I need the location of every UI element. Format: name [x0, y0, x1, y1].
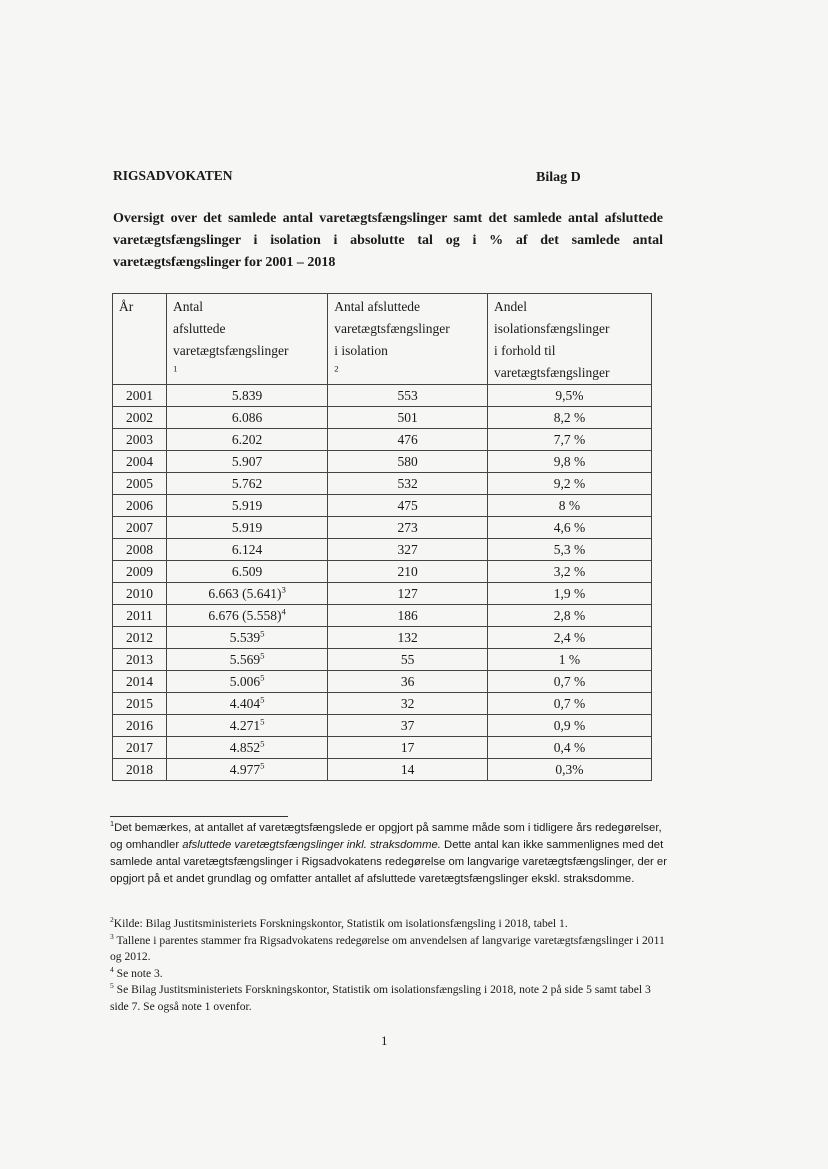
cell-isolation: 580 — [328, 451, 488, 473]
cell-total: 6.202 — [167, 429, 328, 451]
cell-isolation: 475 — [328, 495, 488, 517]
table-header-row — [113, 294, 652, 385]
cell-isolation: 37 — [328, 715, 488, 737]
appendix-label: Bilag D — [536, 170, 581, 185]
cell-total: 4.852$^5$ — [167, 737, 328, 759]
table-row — [113, 517, 652, 539]
cell-isolation: 14 — [328, 759, 488, 781]
table-caption: Oversigt over det samlede antal varetægtsfængslinger samt det samlede antal afsluttede varetægtsfængslinger i isolation i absolutte tal og i % af det samlede antal varetægtsfængslinger for 2001 – 2018 — [113, 211, 663, 270]
footnote-2: $^2$Kilde: Bilag Justitsministeriets Forskningskontor, Statistik om isolationsfængsling i 2018, tabel 1. — [110, 915, 568, 930]
table-row — [113, 759, 652, 781]
cell-total: 6.663 $(5.641)^3$ — [167, 583, 328, 605]
table-row — [113, 429, 652, 451]
cell-isolation: 532 — [328, 473, 488, 495]
cell-year: 2015 — [113, 693, 167, 715]
cell-year: 2011 — [113, 605, 167, 627]
cell-year: 2014 — [113, 671, 167, 693]
cell-isolation: 501 — [328, 407, 488, 429]
cell-total: 6.676 $(5.558)^4$ — [167, 605, 328, 627]
footnote-ref: 5 — [260, 694, 265, 705]
footnote-ref: 5 — [260, 716, 265, 727]
table-row — [113, 715, 652, 737]
cell-total: 5.919 — [167, 517, 328, 539]
table-row — [113, 671, 652, 693]
cell-total: 5.569$^5$ — [167, 649, 328, 671]
cell-year: 2002 — [113, 407, 167, 429]
footnote-ref: 5 — [260, 672, 265, 683]
cell-share: 9,8 % — [487, 451, 651, 473]
cell-isolation: 55 — [328, 649, 488, 671]
cell-share: 8,2 % — [487, 407, 651, 429]
footnote-4: $^4$ Se note 3. — [110, 964, 163, 980]
footnote-divider — [110, 816, 288, 817]
cell-total: 6.124 — [167, 539, 328, 561]
table-row — [113, 737, 652, 759]
cell-share: 0,4 % — [487, 737, 651, 759]
cell-year: 2008 — [113, 539, 167, 561]
cell-isolation: 327 — [328, 539, 488, 561]
cell-isolation: 127 — [328, 583, 488, 605]
cell-isolation: 273 — [328, 517, 488, 539]
cell-year: 2001 — [113, 385, 167, 407]
table-body — [113, 385, 652, 781]
footnote-3: $^3$ Tallene i parentes stammer fra Rigsadvokatens redegørelse om anvendelsen af langvarige varetægtsfængslinger i 2011 og 2012. — [110, 931, 665, 963]
cell-share: 9,2 % — [487, 473, 651, 495]
cell-isolation: 553 — [328, 385, 488, 407]
cell-share: 1 % — [487, 649, 651, 671]
cell-year: 2005 — [113, 473, 167, 495]
footnote-ref: 2 — [334, 363, 339, 374]
cell-total: 5.539$^5$ — [167, 627, 328, 649]
header-isolation-count: Antal afsluttede varetægtsfængslinger i isolation $^2$ — [328, 294, 488, 385]
cell-share: 0,3% — [487, 759, 651, 781]
footnote-1: $^1$Det bemærkes, at antallet af varetægtsfængslede er opgjort på samme måde som i tidligere års redegørelser, og omhandler afsluttede varetægtsfængslinger inkl. straksdomme. Dette antal kan ikke sammenlignes med det samlede antal varetægtsfængslinger i Rigsadvokatens redegørelse om langvarige varetægtsfængslinger, der er opgjort på et andet grundlag og omfatter antallet af afsluttede varetægtsfængslinger ekskl. straksdomme. — [110, 819, 667, 885]
cell-year: 2016 — [113, 715, 167, 737]
table-row — [113, 495, 652, 517]
cell-total: 5.919 — [167, 495, 328, 517]
cell-year: 2010 — [113, 583, 167, 605]
detention-table — [112, 293, 652, 781]
cell-isolation: 32 — [328, 693, 488, 715]
footnote-ref: 5 — [260, 628, 265, 639]
table-row — [113, 407, 652, 429]
footnote-ref: 5 — [260, 738, 265, 749]
footnote-ref: 1 — [173, 363, 178, 374]
cell-share: 1,9 % — [487, 583, 651, 605]
footnotes-2-5 — [110, 916, 670, 1015]
cell-year: 2018 — [113, 759, 167, 781]
cell-isolation: 132 — [328, 627, 488, 649]
header-total-detentions: Antal afsluttede varetægtsfængslinger $^1$ — [167, 294, 328, 385]
table-row — [113, 473, 652, 495]
footnote-ref: 3 — [281, 584, 286, 595]
table-row — [113, 627, 652, 649]
cell-total: 5.907 — [167, 451, 328, 473]
page-number: 1 — [381, 1033, 388, 1048]
cell-year: 2004 — [113, 451, 167, 473]
cell-isolation: 17 — [328, 737, 488, 759]
cell-year: 2009 — [113, 561, 167, 583]
cell-year: 2017 — [113, 737, 167, 759]
cell-year: 2013 — [113, 649, 167, 671]
cell-share: 0,7 % — [487, 693, 651, 715]
footnote-ref: 5 — [260, 650, 265, 661]
cell-year: 2012 — [113, 627, 167, 649]
footnote-ref: 5 — [260, 760, 265, 771]
cell-share: 7,7 % — [487, 429, 651, 451]
cell-share: 9,5% — [487, 385, 651, 407]
cell-isolation: 186 — [328, 605, 488, 627]
cell-share: 0,9 % — [487, 715, 651, 737]
cell-share: 5,3 % — [487, 539, 651, 561]
cell-share: 2,8 % — [487, 605, 651, 627]
cell-isolation: 36 — [328, 671, 488, 693]
table-row — [113, 385, 652, 407]
table-row — [113, 539, 652, 561]
table-row — [113, 583, 652, 605]
cell-share: 4,6 % — [487, 517, 651, 539]
cell-total: 4.271$^5$ — [167, 715, 328, 737]
cell-share: 8 % — [487, 495, 651, 517]
cell-isolation: 210 — [328, 561, 488, 583]
organization-header: RIGSADVOKATEN — [113, 168, 233, 183]
table-row — [113, 561, 652, 583]
cell-share: 2,4 % — [487, 627, 651, 649]
cell-total: 6.086 — [167, 407, 328, 429]
cell-total: 5.839 — [167, 385, 328, 407]
header-isolation-share: Andel isolationsfængslinger i forhold til varetægtsfængslinger — [487, 294, 651, 385]
cell-share: 3,2 % — [487, 561, 651, 583]
cell-total: 5.762 — [167, 473, 328, 495]
cell-total: 5.006$^5$ — [167, 671, 328, 693]
cell-share: 0,7 % — [487, 671, 651, 693]
header-year: År — [113, 294, 167, 385]
cell-year: 2007 — [113, 517, 167, 539]
table-row — [113, 693, 652, 715]
cell-total: 4.404$^5$ — [167, 693, 328, 715]
cell-isolation: 476 — [328, 429, 488, 451]
table-row — [113, 605, 652, 627]
table-row — [113, 649, 652, 671]
table-row — [113, 451, 652, 473]
cell-total: 4.977$^5$ — [167, 759, 328, 781]
cell-total: 6.509 — [167, 561, 328, 583]
cell-year: 2003 — [113, 429, 167, 451]
cell-year: 2006 — [113, 495, 167, 517]
footnote-5: $^5$ Se Bilag Justitsministeriets Forskningskontor, Statistik om isolationsfængsling i 2018, note 2 på side 5 samt tabel 3 side 7. Se også note 1 ovenfor. — [110, 981, 651, 1013]
footnote-ref: 4 — [281, 606, 286, 617]
